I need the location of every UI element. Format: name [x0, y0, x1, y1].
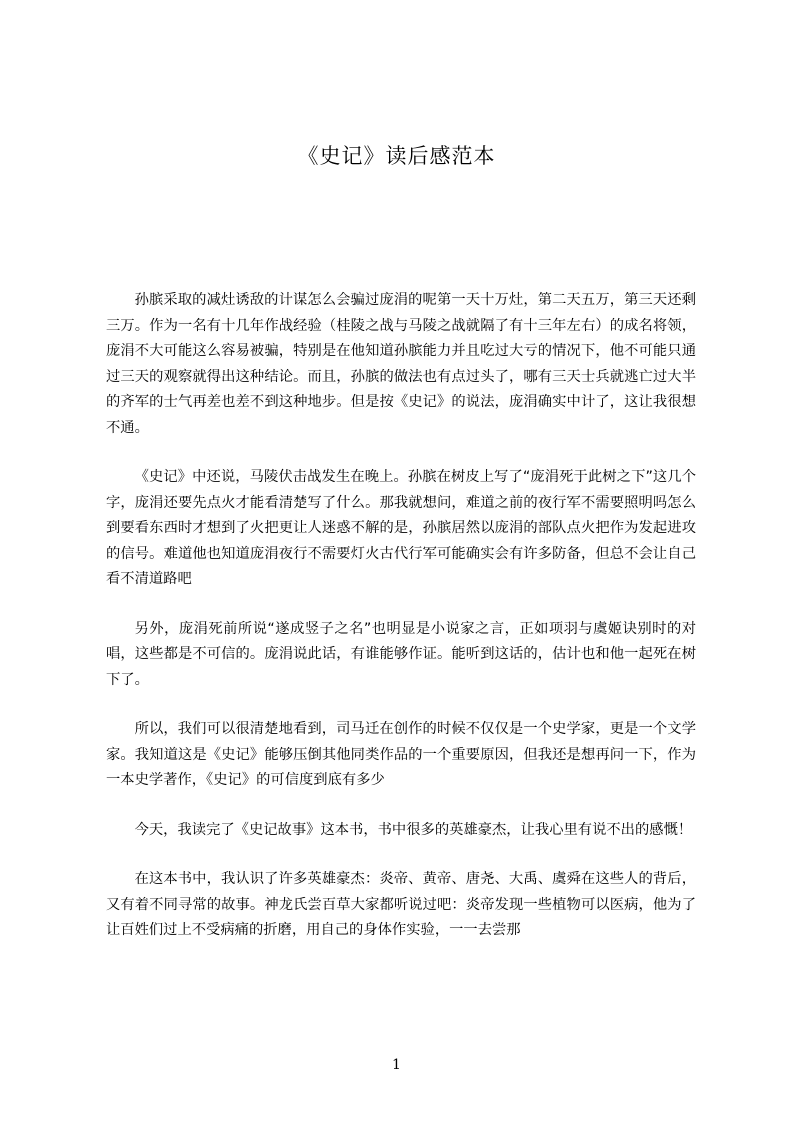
document-body — [106, 288, 696, 968]
paragraph-4: 所以，我们可以很清楚地看到，司马迁在创作的时候不仅仅是一个史学家，更是一个文学家。我知道这是《史记》能够压倒其他同类作品的一个重要原因，但我还是想再问一下，作为一本史学著作，《史记》的可信度到底有多少 — [106, 721, 696, 788]
paragraph-3: 另外，庞涓死前所说“遂成竖子之名”也明显是小说家之言，正如项羽与虞姬诀别时的对唱，这些都是不可信的。庞涓说此话，有谁能够作证。能听到这话的，估计也和他一起死在树下了。 — [106, 620, 696, 688]
document-title: 《史记》读后感范本 — [297, 144, 496, 168]
paragraph-1: 孙膑采取的减灶诱敌的计谋怎么会骗过庞涓的呢第一天十万灶，第二天五万，第三天还剩三万。作为一名有十几年作战经验（桂陵之战与马陵之战就隔了有十三年左右）的成名将领，庞涓不大可能这么容易被骗，特别是在他知道孙膑能力并且吃过大亏的情况下，他不可能只通过三天的观察就得出这种结论。而且，孙膑的做法也有点过头了，哪有三天士兵就逃亡过大半的齐军的士气再差也差不到这种地步。但是按《史记》的说法，庞涓确实中计了，这让我很想不通。 — [106, 292, 696, 436]
paragraph-6: 在这本书中，我认识了许多英雄豪杰：炎帝、黄帝、唐尧、大禹、虞舜在这些人的背后，又有着不同寻常的故事。神龙氏尝百草大家都听说过吧：炎帝发现一些植物可以医病，他为了让百姓们过上不受病痛的折磨，用自己的身体作实验，一一去尝那 — [106, 871, 696, 938]
paragraph-5: 今天，我读完了《史记故事》这本书，书中很多的英雄豪杰，让我心里有说不出的感慨！ — [134, 821, 693, 838]
paragraph-2: 《史记》中还说，马陵伏击战发生在晚上。孙膑在树皮上写了“庞涓死于此树之下”这几个字，庞涓还要先点火才能看清楚写了什么。那我就想问，难道之前的夜行军不需要照明吗怎么到要看东西时才想到了火把更让人迷惑不解的是，孙膑居然以庞涓的部队点火把作为发起进攻的信号。难道他也知道庞涓夜行不需要灯火古代行军可能确实会有许多防备，但总不会让自己看不清道路吧 — [106, 469, 696, 587]
page-number: 1 — [392, 1057, 401, 1073]
